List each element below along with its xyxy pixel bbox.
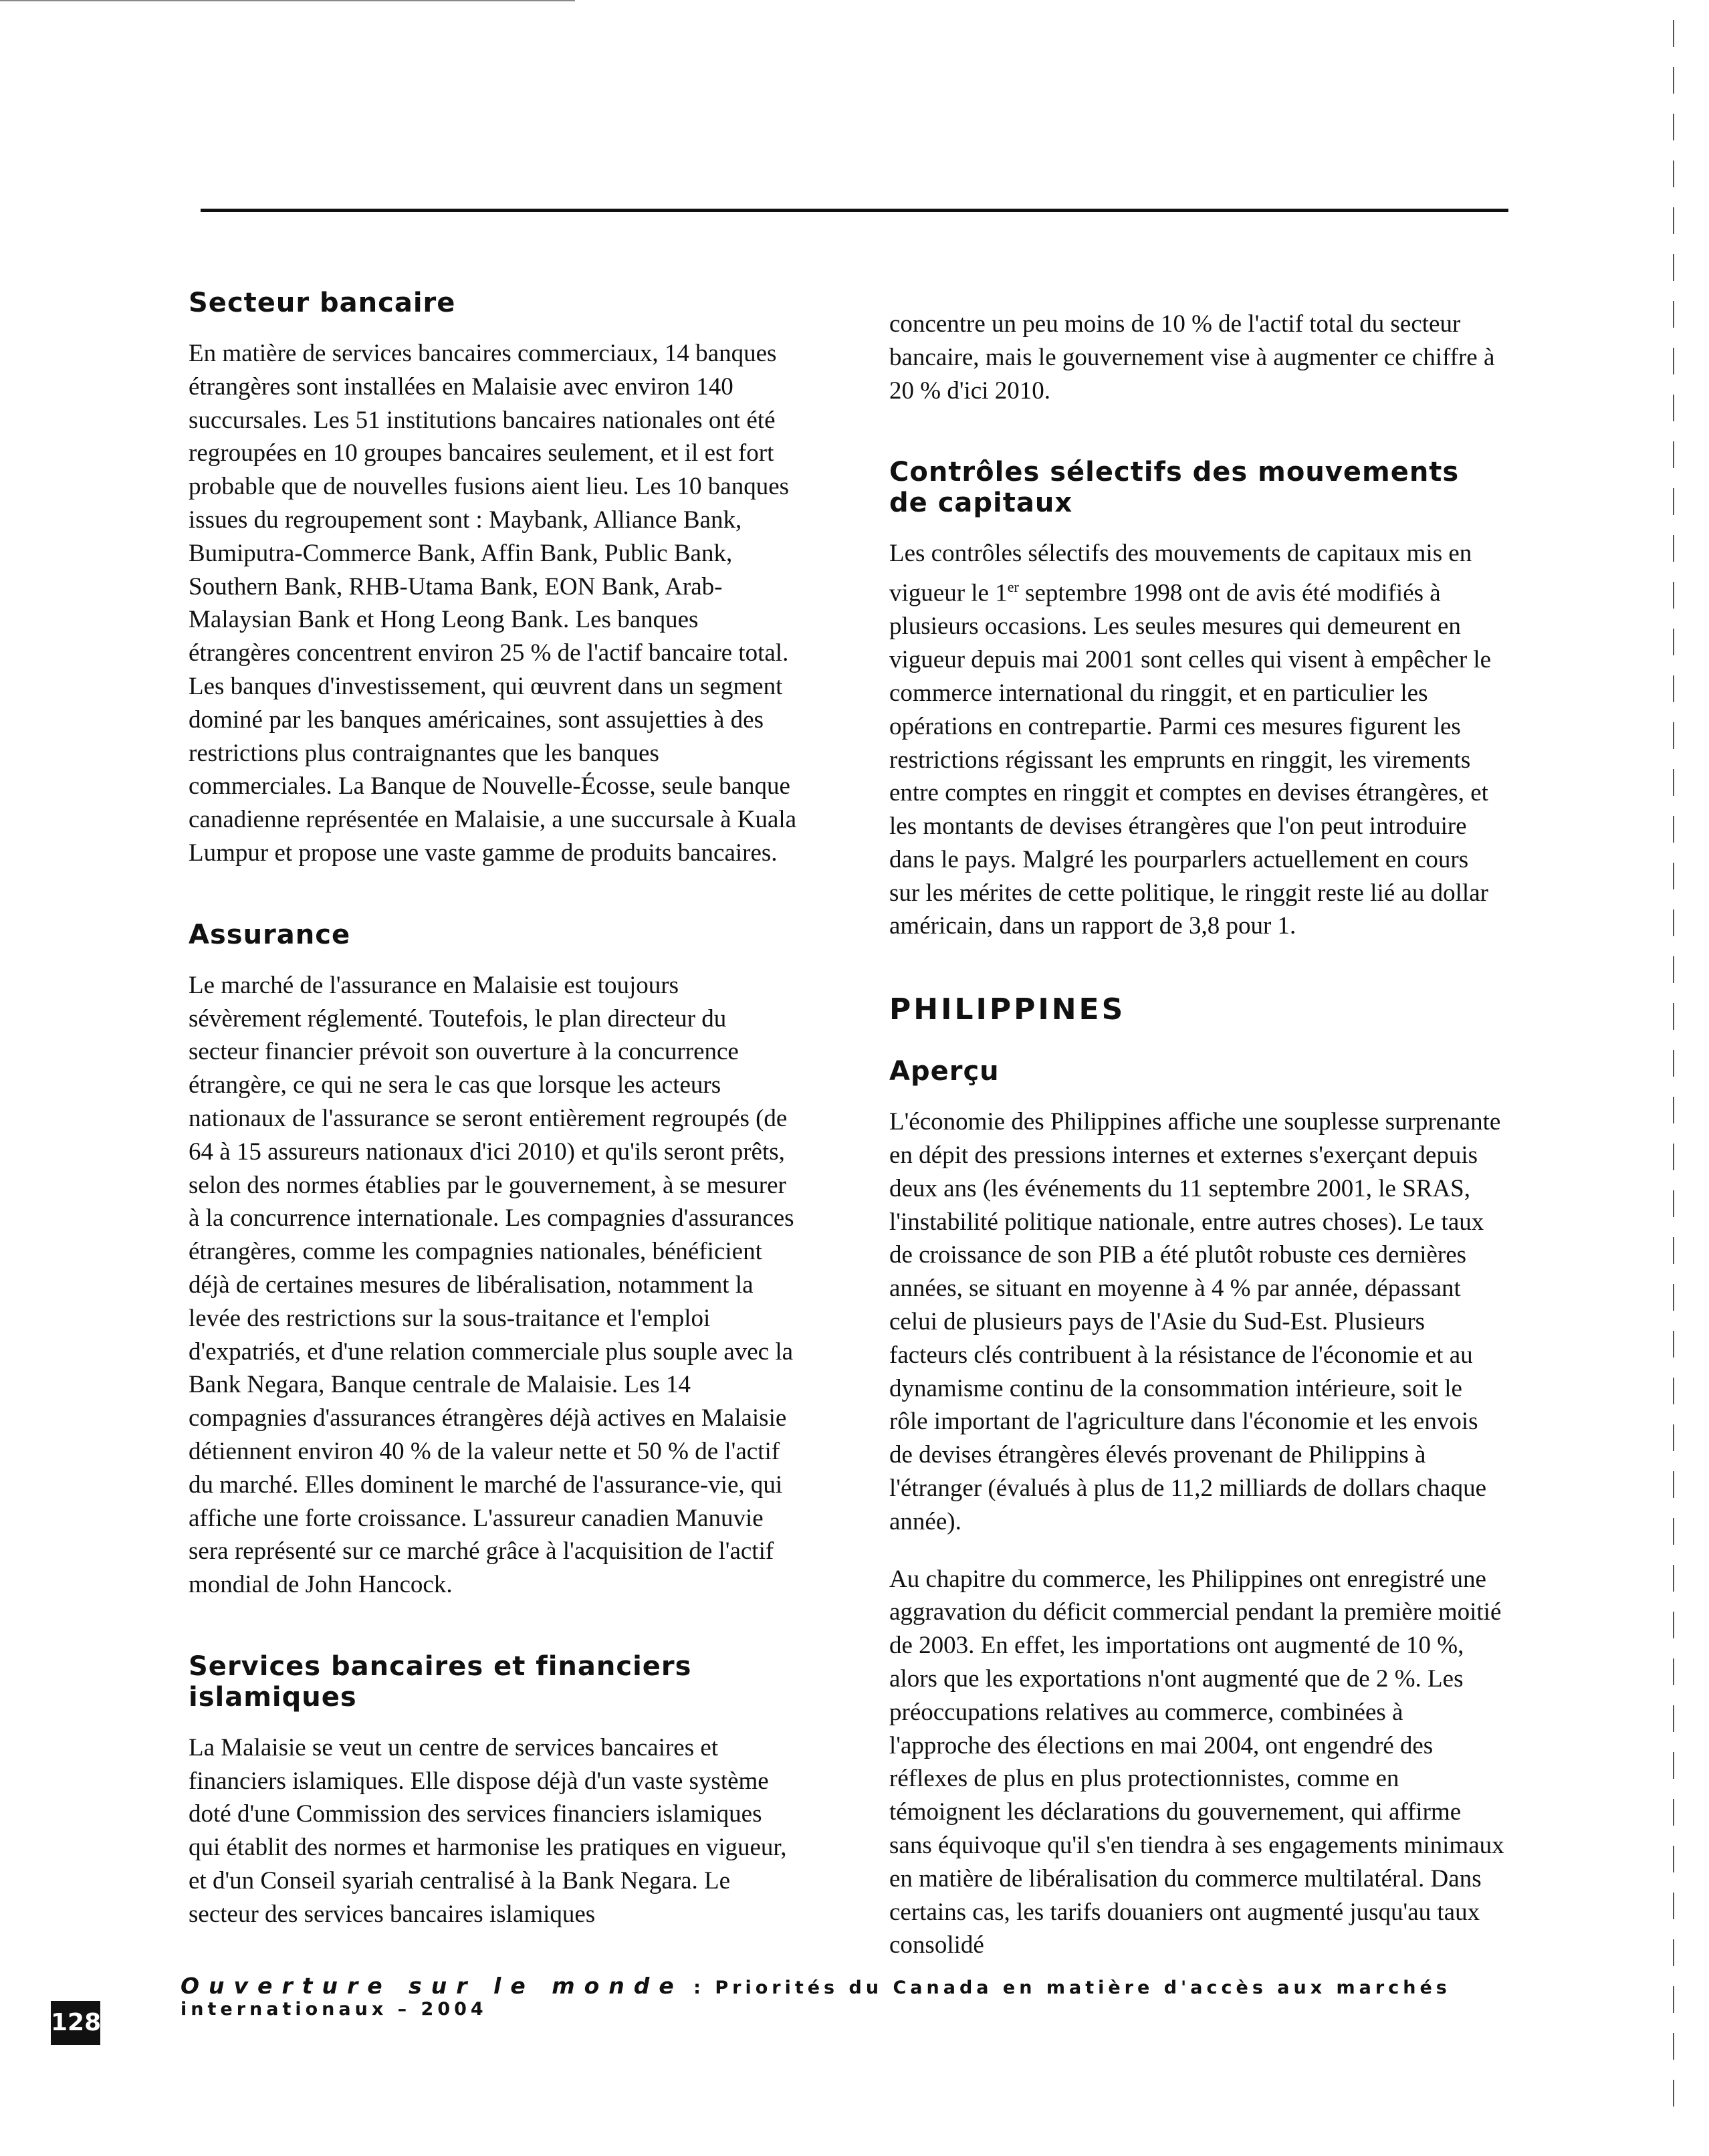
continued-paragraph: concentre un peu moins de 10 % de l'actif total du secteur bancaire, mais le gouvernement vise à augmenter ce chiffre à 20 % d'ici 2010. bbox=[889, 310, 1495, 405]
page-number: 128 bbox=[51, 2001, 100, 2045]
right-column bbox=[889, 308, 1504, 1962]
section-heading-banking: Secteur bancaire bbox=[189, 288, 456, 318]
scan-edge-top bbox=[0, 0, 575, 1]
ordinal-superscript: er bbox=[1007, 578, 1019, 596]
capital-controls-text-a: Les contrôles sélectifs des mouvements de capitaux mis en vigueur le 1 bbox=[889, 540, 1472, 607]
section-heading-capital-controls: Contrôles sélectifs des mouvements de capitaux bbox=[889, 457, 1460, 519]
insurance-paragraph: Le marché de l'assurance en Malaisie est toujours sévèrement réglementé. Toutefois, le plan directeur du secteur financier prévoit son ouverture à la concurrence étrangère, ce qui ne sera le cas que lorsque les acteurs nationaux de l'assurance se seront entièrement regroupés (de 64 à 15 assureurs nationaux d'ici 2010) et qu'ils seront prêts, selon des normes établies par le gouvernement, à se mesurer à la concurrence internationale. Les compagnies d'assurances étrangères, comme les compagnies nationales, bénéficient déjà de certaines mesures de libéralisation, notamment la levée des restrictions sur la sous-traitance et l'emploi d'expatriés, et d'une relation commerciale plus souple avec la Bank Negara, Banque centrale de Malaisie. Les 14 compagnies d'assurances étrangères déjà actives en Malaisie détiennent environ 40 % de la valeur nette et 50 % de l'actif du marché. Elles dominent le marché de l'assurance-vie, qui affiche une forte croissance. L'assureur canadien Manuvie sera représenté sur ce marché grâce à l'acquisition de l'actif mondial de John Hancock. bbox=[189, 971, 794, 1599]
section-heading-overview: Aperçu bbox=[889, 1056, 1000, 1087]
section-heading-insurance: Assurance bbox=[189, 919, 351, 950]
country-heading: PHILIPPINES bbox=[889, 992, 1126, 1027]
overview-paragraph-1: L'économie des Philippines affiche une souplesse surprenante en dépit des pressions internes et externes s'exerçant depuis deux ans (les événements du 11 septembre 2001, le SRAS, l'instabilité politique nationale, entre autres choses). Le taux de croissance de son PIB a été plutôt robuste ces dernières années, se situant en moyenne à 4 % par année, dépassant celui de plusieurs pays de l'Asie du Sud-Est. Plusieurs facteurs clés contribuent à la résistance de l'économie et au dynamisme continu de la consommation intérieure, soit le rôle important de l'agriculture dans l'économie et les envois de devises étrangères élevés provenant de Philippins à l'étranger (évalués à plus de 11,2 milliards de dollars chaque année). bbox=[889, 1108, 1501, 1535]
capital-controls-text-b: septembre 1998 ont de avis été modifiés à plusieurs occasions. Les seules mesures qui demeurent en vigueur depuis mai 2001 sont celles qui visent à empêcher le commerce international du ringgit, et en particulier les opérations en contrepartie. Parmi ces mesures figurent les restrictions régissant les emprunts en ringgit, les virements entre comptes en ringgit et comptes en devises étrangères, et les montants de devises étrangères que l'on peut introduire dans le pays. Malgré les pourparlers actuellement en cours sur les mérites de cette politique, le ringgit reste lié au dollar américain, dans un rapport de 3,8 pour 1. bbox=[889, 579, 1492, 940]
header-rule bbox=[201, 209, 1508, 212]
capital-controls-paragraph bbox=[889, 537, 1504, 943]
banking-paragraph: En matière de services bancaires commerciaux, 14 banques étrangères sont installées en Malaisie avec environ 140 succursales. Les 51 institutions bancaires nationales ont été regroupées en 10 groupes bancaires seulement, et il est fort probable que de nouvelles fusions aient lieu. Les 10 banques issues du regroupement sont : Maybank, Alliance Bank, Bumiputra-Commerce Bank, Affin Bank, Public Bank, Southern Bank, RHB-Utama Bank, EON Bank, Arab-Malaysian Bank et Hong Leong Bank. Les banques étrangères concentrent environ 25 % de l'actif bancaire total. Les banques d'investissement, qui œuvrent dans un segment dominé par les banques américaines, sont assujetties à des restrictions plus contraignantes que les banques commerciales. La Banque de Nouvelle-Écosse, seule banque canadienne représentée en Malaisie, a une succursale à Kuala Lumpur et propose une vaste gamme de produits bancaires. bbox=[189, 340, 797, 867]
footer-title-rest: : Priorités du Canada en matière d'accès aux marchés internationaux – 2004 bbox=[181, 1977, 1451, 2020]
footer-title-italic: Ouverture sur le monde bbox=[181, 1973, 683, 1999]
running-footer bbox=[181, 1973, 1518, 2020]
section-heading-islamic-banking: Services bancaires et financiers islamiques bbox=[189, 1650, 692, 1713]
left-column bbox=[189, 288, 797, 1931]
overview-paragraph-2: Au chapitre du commerce, les Philippines ont enregistré une aggravation du déficit commercial pendant la première moitié de 2003. En effet, les importations ont augmenté de 10 %, alors que les exportations n'ont augmenté que de 2 %. Les préoccupations relatives au commerce, combinées à l'approche des élections en mai 2004, ont engendré des réflexes de plus en plus protectionnistes, comme en témoignent les déclarations du gouvernement, qui affirme sans équivoque qu'il s'en tiendra à ses engagements minimaux en matière de libéralisation du commerce multilatéral. Dans certains cas, les tarifs douaniers ont augmenté jusqu'au taux consolidé bbox=[889, 1565, 1504, 1959]
scan-edge-right bbox=[1673, 20, 1674, 2107]
islamic-banking-paragraph: La Malaisie se veut un centre de services bancaires et financiers islamiques. Elle dispose déjà d'un vaste système doté d'une Commission des services financiers islamiques qui établit des normes et harmonise les pratiques en vigueur, et d'un Conseil syariah centralisé à la Bank Negara. Le secteur des services bancaires islamiques bbox=[189, 1733, 787, 1928]
